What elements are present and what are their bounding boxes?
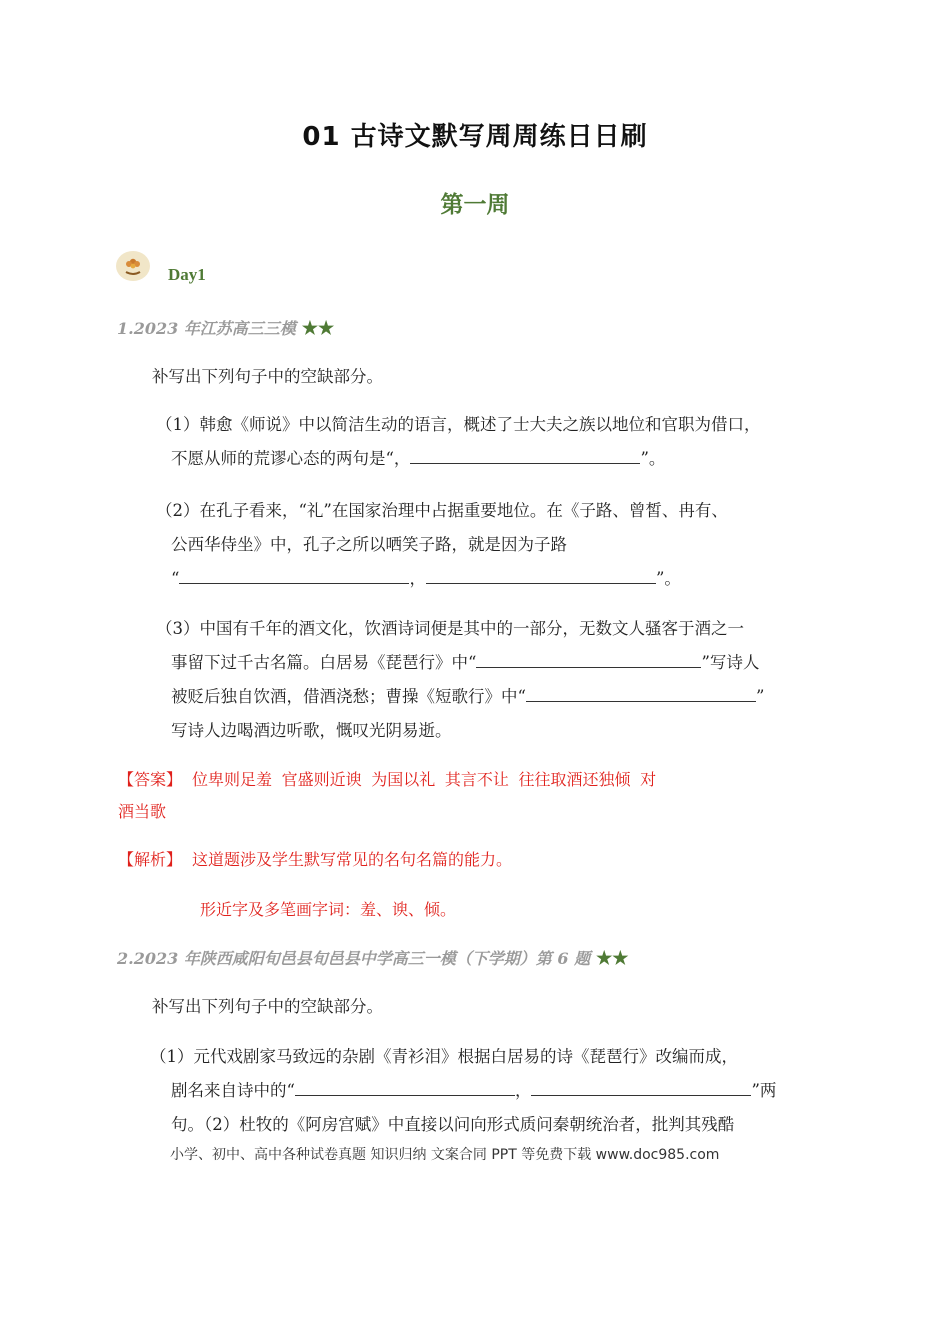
- page-title: 01 古诗文默写周周练日日刷: [302, 122, 648, 152]
- q2-item1-line2: 剧名来自诗中的“ ， ”两: [171, 1074, 776, 1108]
- question-1-intro: 补写出下列句子中的空缺部分。: [152, 367, 383, 386]
- answer-blank[interactable]: [410, 443, 640, 464]
- q1-item3-line1: （3）中国有千年的酒文化，饮酒诗词便是其中的一部分，无数文人骚客于酒之一: [156, 619, 744, 638]
- answer-line-2: 酒当歌: [118, 802, 167, 821]
- q1-item2-line1: （2）在孔子看来，“礼”在国家治理中占据重要地位。在《子路、曾皙、冉有、: [156, 501, 728, 520]
- answer-blank[interactable]: [476, 647, 701, 668]
- q2-item1-line1: （1）元代戏剧家马致远的杂剧《青衫泪》根据白居易的诗《琵琶行》改编而成，: [150, 1047, 738, 1066]
- q1-item3-line3: 被贬后独自饮酒，借酒浇愁；曹操《短歌行》中“ ”: [171, 680, 764, 714]
- answer-line-1: [118, 764, 656, 796]
- answer-blank[interactable]: [179, 563, 409, 584]
- difficulty-stars: ★★: [596, 948, 629, 969]
- question-2-heading: [117, 946, 628, 969]
- difficulty-stars: ★★: [301, 318, 335, 339]
- analysis-line-2: 形近字及多笔画字词：羞、谀、倾。: [200, 900, 457, 919]
- answer-blank[interactable]: [295, 1075, 515, 1096]
- answer-blank[interactable]: [426, 563, 656, 584]
- answer-tag: 【答案】: [118, 770, 183, 789]
- day-label: Day1: [168, 265, 206, 284]
- q1-item3-line2: 事留下过千古名篇。白居易《琵琶行》中“ ”写诗人: [171, 646, 759, 680]
- flower-badge-icon: [115, 250, 151, 282]
- q1-item3-line4: 写诗人边喝酒边听歌，慨叹光阴易逝。: [171, 721, 452, 740]
- q1-item1-line1: （1）韩愈《师说》中以简洁生动的语言，概述了士大夫之族以地位和官职为借口，: [156, 415, 761, 434]
- q2-item1-line3: 句。（2）杜牧的《阿房宫赋》中直接以问向形式质问秦朝统治者，批判其残酷: [171, 1115, 735, 1134]
- analysis-tag: 【解析】: [118, 850, 183, 869]
- answer-text: 位卑则足羞 官盛则近谀 为国以礼 其言不让 往往取酒还独倾 对: [192, 770, 657, 789]
- week-heading: 第一周: [440, 192, 510, 218]
- analysis-text: 这道题涉及学生默写常见的名句名篇的能力。: [192, 850, 513, 869]
- question-2-source: 2.2023 年陕西咸阳旬邑县旬邑县中学高三一模（下学期）第 6 题: [117, 949, 591, 968]
- q1-item2-line2: 公西华侍坐》中，孔子之所以哂笑子路，就是因为子路: [171, 535, 567, 554]
- question-1-source: 1.2023 年江苏高三三模: [117, 319, 296, 338]
- question-1-heading: [117, 316, 334, 339]
- analysis-line-1: [118, 844, 512, 876]
- footer-banner[interactable]: 小学、初中、高中各种试卷真题 知识归纳 文案合同 PPT 等免费下载 www.doc985.com: [170, 1147, 720, 1163]
- answer-blank[interactable]: [526, 681, 756, 702]
- answer-blank[interactable]: [531, 1075, 751, 1096]
- q1-item1-line2: 不愿从师的荒谬心态的两句是“， ”。: [171, 442, 665, 476]
- q1-item2-line3: “ ， ”。: [171, 562, 681, 596]
- question-2-intro: 补写出下列句子中的空缺部分。: [152, 997, 383, 1016]
